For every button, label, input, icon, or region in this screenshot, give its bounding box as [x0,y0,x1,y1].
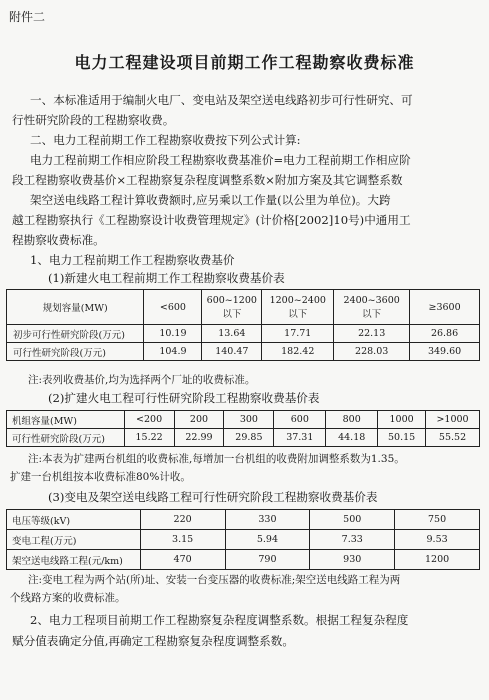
table-cell: 可行性研究阶段(万元) [7,429,125,447]
table-2-header-cell: >1000 [426,411,480,429]
table-cell: 初步可行性研究阶段(万元) [7,325,144,343]
section-2-line-1: 2、电力工程项目前期工作工程勘察复杂程度调整系数。根据工程复杂程度 [30,613,409,627]
table-2-caption: (2)扩建火电工程可行性研究阶段工程勘察收费基价表 [48,391,320,405]
paragraph-4-line-3: 程勘察收费标准。 [12,233,105,247]
paragraph-1-line-1: 一、本标准适用于编制火电厂、变电站及架空送电线路初步可行性研究、可 [30,93,413,107]
table-cell: 349.60 [410,343,480,361]
table-1-header-row [7,290,480,325]
table-2-header-cell: 600 [274,411,326,429]
table-3 [6,509,480,570]
table-1-caption: (1)新建火电工程前期工作工程勘察收费基价表 [48,271,285,285]
table-3-header-cell: 500 [310,510,395,530]
table-2 [6,410,480,447]
table-2-header-cell: 机组容量(MW) [7,411,125,429]
page-title: 电力工程建设项目前期工作工程勘察收费标准 [74,53,415,72]
formula-line-2: 段工程勘察收费基价×工程勘察复杂程度调整系数×附加方案及其它调整系数 [12,173,403,187]
table-row [7,429,480,447]
table-1-header-cell: ≥3600 [410,290,480,325]
table-2-header-cell: 200 [174,411,224,429]
table-2-header-cell: 300 [224,411,274,429]
table-cell: 10.19 [144,325,202,343]
table-3-header-cell: 电压等级(kV) [7,510,141,530]
table-1-header-cell: 2400~3600 以下 [334,290,410,325]
table-cell: 13.64 [202,325,262,343]
table-1-note: 注:表列收费基价,均为选择两个厂址的收费标准。 [28,374,256,386]
table-cell: 5.94 [225,530,310,550]
table-row [7,530,480,550]
table-cell: 变电工程(万元) [7,530,141,550]
table-cell: 29.85 [224,429,274,447]
paragraph-4-line-2: 越工程勘察执行《工程勘察设计收费管理规定》(计价格[2002]10号)中通用工 [12,213,411,227]
table-cell: 44.18 [326,429,378,447]
table-cell: 架空送电线路工程(元/km) [7,550,141,570]
table-3-header-cell: 330 [225,510,310,530]
table-1-header-cell: <600 [144,290,202,325]
table-cell: 可行性研究阶段(万元) [7,343,144,361]
table-cell: 3.15 [140,530,225,550]
table-2-note-line-2: 扩建一台机组按本收费标准80%计收。 [10,471,191,483]
table-2-header-row [7,411,480,429]
table-2-header-cell: 800 [326,411,378,429]
table-3-note-line-2: 个线路方案的收费标准。 [10,592,126,604]
table-3-header-cell: 750 [395,510,480,530]
table-cell: 7.33 [310,530,395,550]
table-row [7,325,480,343]
table-cell: 104.9 [144,343,202,361]
table-cell: 22.13 [334,325,410,343]
section-1-heading: 1、电力工程前期工作工程勘察收费基价 [30,253,235,267]
table-cell: 26.86 [410,325,480,343]
table-cell: 9.53 [395,530,480,550]
table-3-note-line-1: 注:变电工程为两个站(所)址、安装一台变压器的收费标准;架空送电线路工程为两 [28,574,401,586]
table-row [7,550,480,570]
attachment-label: 附件二 [9,10,46,24]
table-1-header-cell: 600~1200 以下 [202,290,262,325]
table-row [7,343,480,361]
table-cell: 15.22 [124,429,174,447]
table-cell: 1200 [395,550,480,570]
table-cell: 790 [225,550,310,570]
table-cell: 930 [310,550,395,570]
paragraph-1-line-2: 行性研究阶段的工程勘察收费。 [12,113,175,127]
table-cell: 228.03 [334,343,410,361]
table-1 [6,289,480,361]
table-cell: 55.52 [426,429,480,447]
table-1-header-cell: 1200~2400 以下 [262,290,334,325]
table-cell: 182.42 [262,343,334,361]
table-2-header-cell: 1000 [378,411,426,429]
section-2-line-2: 赋分值表确定分值,再确定工程勘察复杂程度调整系数。 [12,634,294,648]
table-cell: 22.99 [174,429,224,447]
table-cell: 140.47 [202,343,262,361]
table-cell: 37.31 [274,429,326,447]
table-3-header-cell: 220 [140,510,225,530]
table-cell: 17.71 [262,325,334,343]
table-3-caption: (3)变电及架空送电线路工程可行性研究阶段工程勘察收费基价表 [48,490,378,504]
paragraph-2: 二、电力工程前期工作工程勘察收费按下列公式计算: [30,133,301,147]
table-cell: 470 [140,550,225,570]
table-cell: 50.15 [378,429,426,447]
formula-line-1: 电力工程前期工作相应阶段工程勘察收费基准价=电力工程前期工作相应阶 [30,153,411,167]
table-2-header-cell: <200 [124,411,174,429]
paragraph-4-line-1: 架空送电线路工程计算收费额时,应另乘以工作量(以公里为单位)。大跨 [30,193,391,207]
table-3-header-row [7,510,480,530]
table-1-header-cell: 规划容量(MW) [7,290,144,325]
table-2-note-line-1: 注:本表为扩建两台机组的收费标准,每增加一台机组的收费附加调整系数为1.35。 [28,453,405,465]
